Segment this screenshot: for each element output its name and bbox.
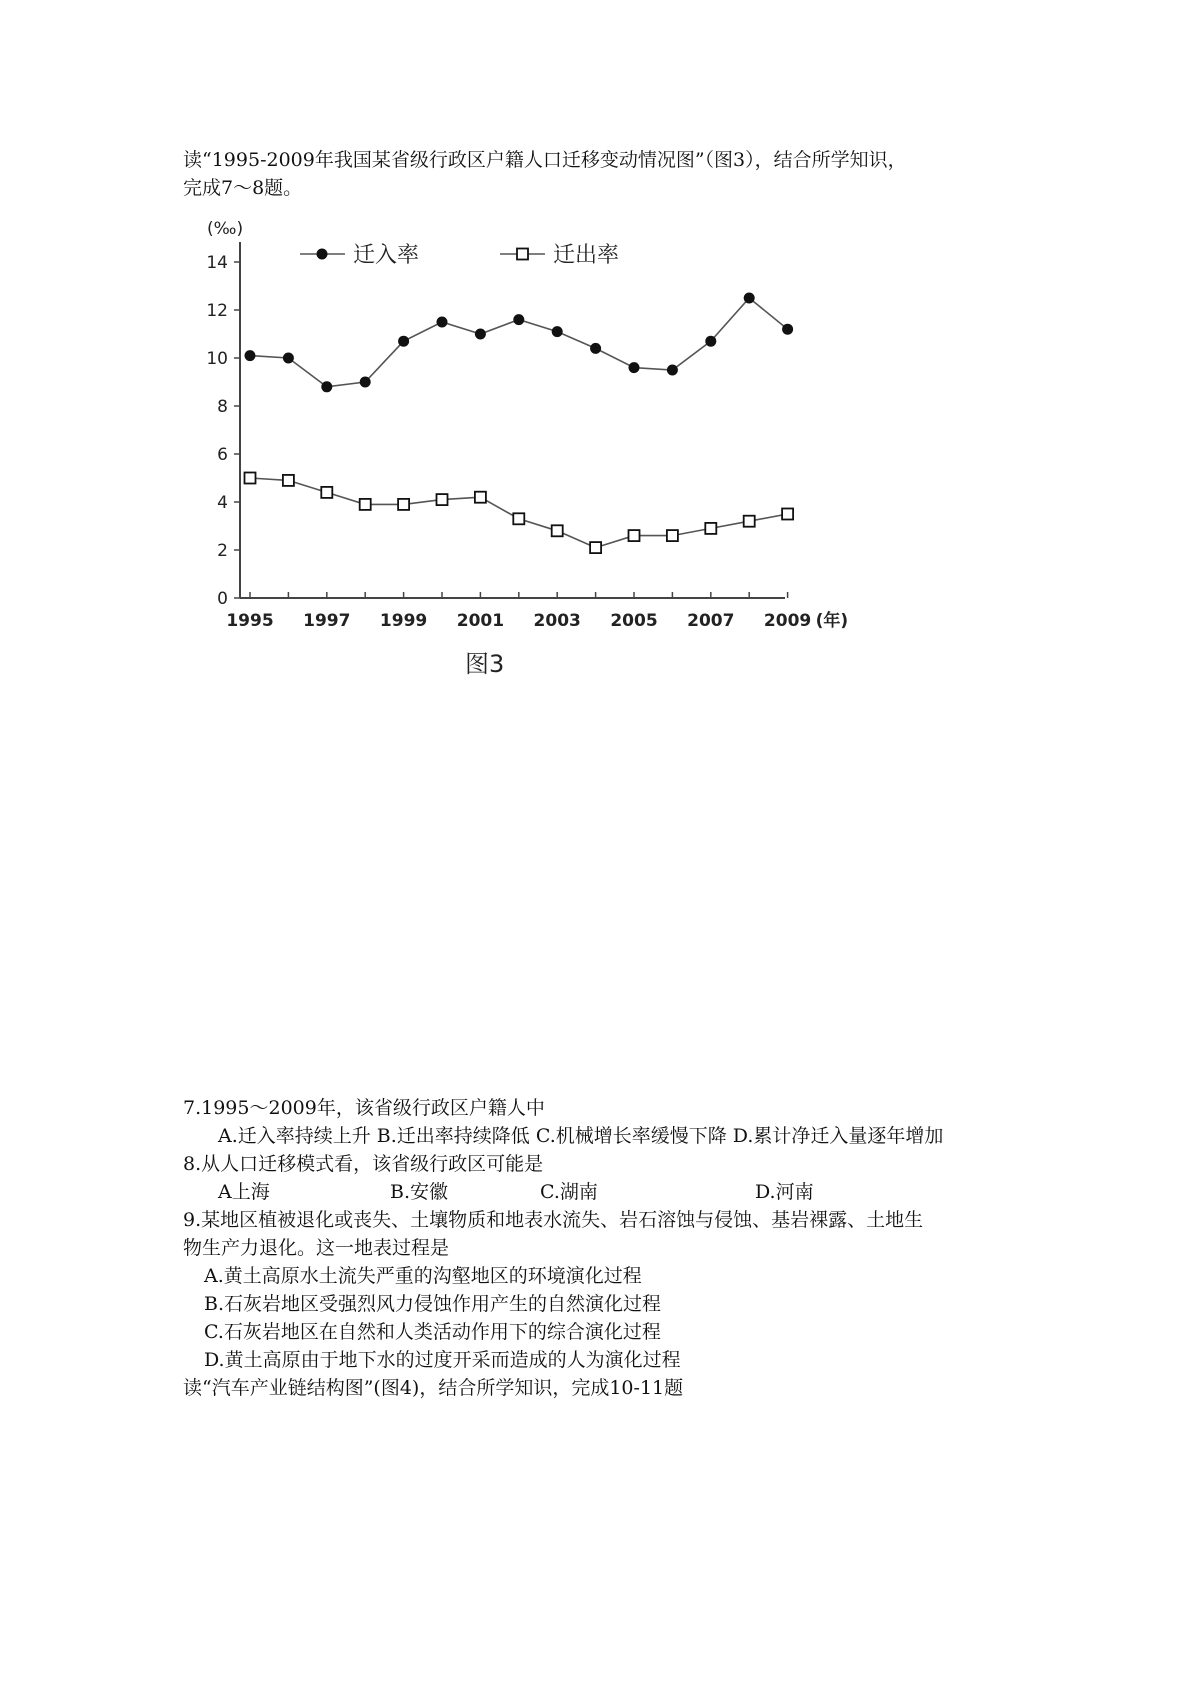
q7-options: A.迁入率持续上升 B.迁出率持续降低 C.机械增长率缓慢下降 D.累计净迁入量逐年增加 — [218, 1125, 944, 1147]
x-tick-label: 2001 — [456, 611, 505, 631]
y-tick-label: 6 — [217, 445, 228, 465]
data-point — [283, 475, 294, 486]
data-point — [744, 516, 755, 527]
y-tick-label: 14 — [206, 253, 228, 273]
data-point — [398, 336, 409, 347]
data-point — [513, 314, 524, 325]
figure-label: 图3 — [465, 650, 505, 678]
data-point — [744, 293, 755, 304]
chart-series — [245, 293, 794, 554]
x-tick-label: 2007 — [687, 611, 735, 631]
data-point — [398, 499, 409, 510]
x-tick-label: 2009 — [763, 611, 812, 631]
q9-option-a: A.黄土高原水土流失严重的沟壑地区的环境演化过程 — [204, 1265, 642, 1287]
data-point — [475, 492, 486, 503]
q8-stem: 8.从人口迁移模式看，该省级行政区可能是 — [183, 1153, 544, 1175]
legend-item-in-migration — [300, 243, 419, 268]
y-tick-label: 2 — [217, 541, 228, 561]
series-in-migration — [245, 293, 794, 393]
legend-label: 迁入率 — [353, 243, 420, 268]
intro-10-11: 读“汽车产业链结构图”(图4)，结合所学知识，完成10-11题 — [183, 1377, 684, 1399]
data-point — [629, 530, 640, 541]
chart-ticks — [206, 253, 848, 631]
data-point — [667, 530, 678, 541]
data-point — [321, 487, 332, 498]
y-tick-label: 8 — [217, 397, 228, 417]
q9-option-b: B.石灰岩地区受强烈风力侵蚀作用产生的自然演化过程 — [204, 1293, 662, 1315]
y-tick-label: 10 — [206, 349, 228, 369]
legend-marker — [517, 249, 528, 260]
data-point — [321, 381, 332, 392]
data-point — [552, 525, 563, 536]
legend-marker — [317, 249, 328, 260]
q9-stem-line-1: 9.某地区植被退化或丧失、土壤物质和地表水流失、岩石溶蚀与侵蚀、基岩裸露、土地生 — [183, 1209, 924, 1231]
x-tick-label: 1995 — [226, 611, 274, 631]
data-point — [283, 353, 294, 364]
chart-axes — [207, 220, 785, 678]
x-tick-label: 2005 — [610, 611, 658, 631]
data-point — [552, 326, 563, 337]
q8-option-a: A上海 — [218, 1181, 270, 1203]
legend-label: 迁出率 — [553, 243, 620, 268]
q9-option-d: D.黄土高原由于地下水的过度开采而造成的人为演化过程 — [204, 1349, 681, 1371]
legend-item-out-migration — [500, 243, 619, 268]
q7-stem: 7.1995～2009年，该省级行政区户籍人中 — [183, 1097, 545, 1119]
series-out-migration — [245, 473, 794, 554]
x-tick-label: 1999 — [379, 611, 428, 631]
y-tick-label: 0 — [217, 589, 228, 609]
q8-option-b: B.安徽 — [390, 1181, 449, 1203]
data-point — [705, 336, 716, 347]
x-tick-label: 2003 — [533, 611, 581, 631]
q9-option-c: C.石灰岩地区在自然和人类活动作用下的综合演化过程 — [204, 1321, 661, 1343]
data-point — [513, 513, 524, 524]
data-point — [245, 473, 256, 484]
migration-chart — [195, 220, 865, 690]
data-point — [590, 542, 601, 553]
data-point — [590, 343, 601, 354]
data-point — [360, 377, 371, 388]
intro-line-2: 完成7～8题。 — [183, 177, 303, 199]
x-unit-label: (年) — [815, 611, 849, 631]
y-tick-label: 4 — [217, 493, 228, 513]
q8-option-d: D.河南 — [755, 1181, 814, 1203]
data-point — [437, 317, 448, 328]
chart-legend — [300, 243, 619, 268]
q9-stem-line-2: 物生产力退化。这一地表过程是 — [183, 1237, 450, 1259]
data-point — [360, 499, 371, 510]
data-point — [782, 509, 793, 520]
data-point — [667, 365, 678, 376]
data-point — [475, 329, 486, 340]
data-point — [705, 523, 716, 534]
y-tick-label: 12 — [206, 301, 228, 321]
q8-option-c: C.湖南 — [540, 1181, 598, 1203]
data-point — [245, 350, 256, 361]
data-point — [437, 494, 448, 505]
data-point — [629, 362, 640, 373]
y-unit-label: (‰) — [207, 220, 244, 239]
x-tick-label: 1997 — [303, 611, 351, 631]
data-point — [782, 324, 793, 335]
intro-line-1: 读“1995-2009年我国某省级行政区户籍人口迁移变动情况图”（图3），结合所学知识， — [183, 149, 907, 171]
